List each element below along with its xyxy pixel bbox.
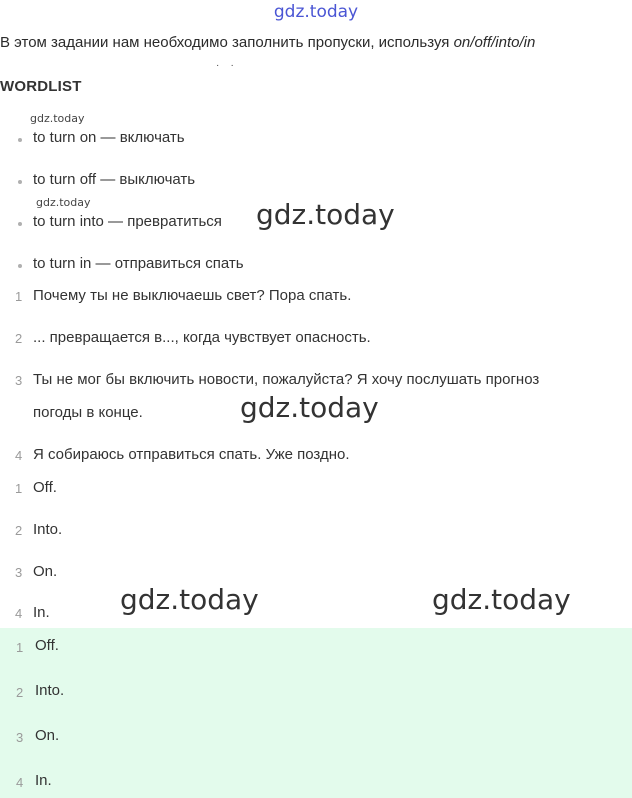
highlighted-answers-panel <box>0 628 632 798</box>
intro-text <box>0 34 535 51</box>
list-item: to turn on — включать <box>33 129 185 146</box>
item-number: 2 <box>15 523 23 538</box>
bullet <box>18 264 22 268</box>
bullet <box>18 180 22 184</box>
answer-text: On. <box>33 563 58 580</box>
translation-text: Ты не мог бы включить новости, пожалуйста? Я хочу послушать прогноз <box>33 371 540 388</box>
wordlist-heading: WORDLIST <box>0 78 82 95</box>
watermark-big-1: gdz.today <box>256 198 395 231</box>
item-number: 4 <box>16 775 24 790</box>
translation-text-continued: погоды в конце. <box>33 404 143 421</box>
item-number: 4 <box>15 606 23 621</box>
item-number: 1 <box>15 289 23 304</box>
intro-italic: on/off/into/in <box>453 34 536 51</box>
translation-text: Я собираюсь отправиться спать. Уже поздно. <box>33 446 350 463</box>
bullet <box>18 222 22 226</box>
watermark-big-4: gdz.today <box>432 583 571 616</box>
answer-text: In. <box>35 772 52 789</box>
watermark-big-3: gdz.today <box>120 583 259 616</box>
dots-decoration: · · <box>216 60 234 71</box>
item-number: 2 <box>15 331 23 346</box>
answer-text: In. <box>33 604 50 621</box>
item-number: 4 <box>15 448 23 463</box>
watermark-big-2: gdz.today <box>240 391 379 424</box>
item-number: 2 <box>16 685 24 700</box>
translation-text: ... превращается в..., когда чувствует опасность. <box>33 329 371 346</box>
answer-text: Off. <box>35 637 59 654</box>
translation-text: Почему ты не выключаешь свет? Пора спать. <box>33 287 352 304</box>
watermark-small-2: gdz.today <box>36 196 91 209</box>
bullet <box>18 138 22 142</box>
list-item: to turn into — превратиться <box>33 213 222 230</box>
intro-main: В этом задании нам необходимо заполнить пропуски, используя <box>0 34 454 51</box>
watermark-small-1: gdz.today <box>30 112 85 125</box>
item-number: 3 <box>15 565 23 580</box>
item-number: 1 <box>16 640 24 655</box>
answer-text: Off. <box>33 479 57 496</box>
item-number: 1 <box>15 481 23 496</box>
item-number: 3 <box>15 373 23 388</box>
answer-text: Into. <box>35 682 65 699</box>
answer-text: On. <box>35 727 60 744</box>
item-number: 3 <box>16 730 24 745</box>
list-item: to turn off — выключать <box>33 171 196 188</box>
watermark-top: gdz.today <box>273 2 359 22</box>
answer-text: Into. <box>33 521 63 538</box>
list-item: to turn in — отправиться спать <box>33 255 244 272</box>
